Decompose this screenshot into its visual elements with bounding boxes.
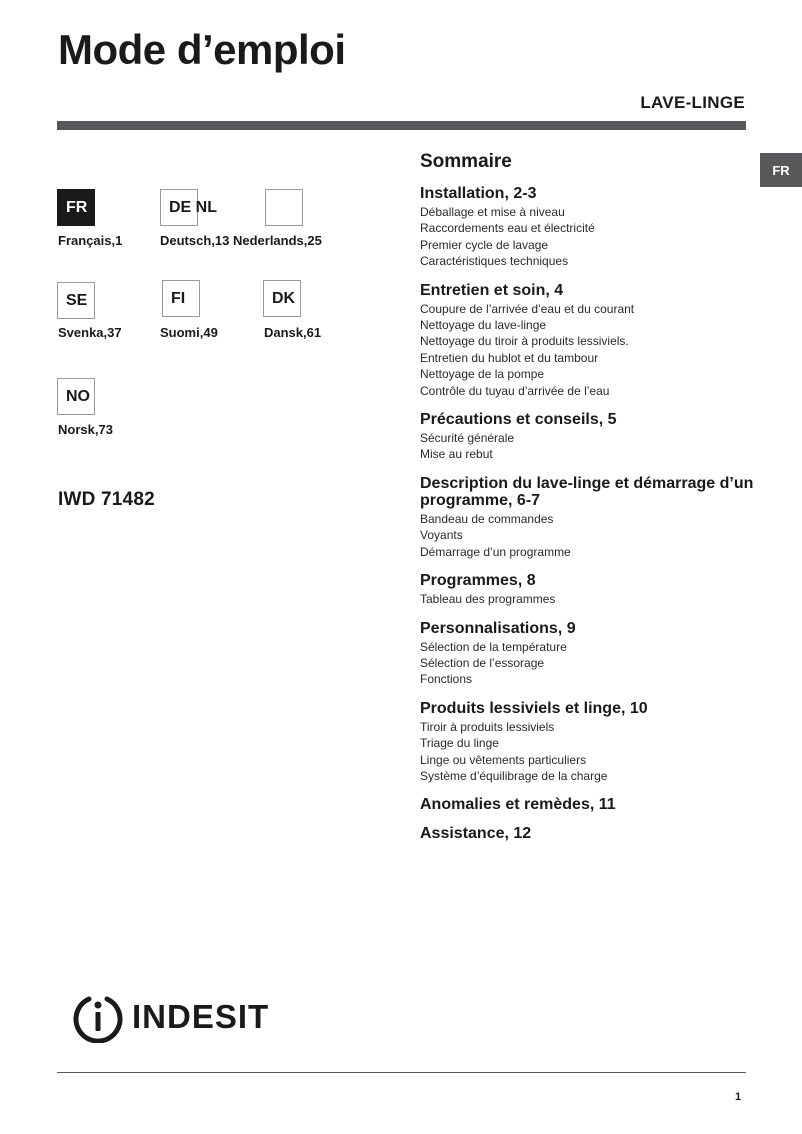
toc-section-heading: Précautions et conseils, 5 (420, 411, 617, 429)
toc-item: Sélection de la température (420, 639, 567, 654)
toc-section (420, 825, 760, 842)
lang-box-de-nl: DE NL (160, 189, 198, 226)
toc-item: Démarrage d’un programme (420, 544, 571, 559)
product-type-label: LAVE-LINGE (640, 93, 745, 112)
toc-item: Caractéristiques techniques (420, 254, 569, 269)
toc-item: Entretien du hublot et du tambour (420, 350, 599, 365)
toc-item: Tableau des programmes (420, 592, 556, 607)
toc-section (420, 796, 760, 813)
toc-section-heading: Programmes, 8 (420, 572, 536, 590)
lang-label-fr: Français,1 (58, 233, 123, 248)
toc-item: Système d’équilibrage de la charge (420, 768, 608, 783)
toc-item: Coupure de l’arrivée d’eau et du courant (420, 301, 635, 316)
toc-item: Nettoyage de la pompe (420, 367, 545, 382)
toc-item: Sécurité générale (420, 431, 515, 446)
toc-section (420, 185, 760, 270)
toc-item: Nettoyage du lave-linge (420, 318, 547, 333)
toc-section-heading: Entretien et soin, 4 (420, 281, 564, 299)
toc-item: Sélection de l’essorage (420, 655, 545, 670)
toc-item: Mise au rebut (420, 447, 493, 462)
toc-section (420, 572, 760, 607)
lang-label-no: Norsk,73 (58, 422, 113, 437)
lang-box-no: NO (57, 378, 95, 415)
toc-section (420, 475, 760, 560)
page-number: 1 (735, 1091, 742, 1103)
toc-section-heading: Installation, 2-3 (420, 185, 537, 202)
toc-section-heading: Assistance, 12 (420, 825, 532, 843)
toc-item: Bandeau de commandes (420, 511, 554, 526)
indesit-logo (72, 991, 269, 1043)
toc-item: Linge ou vêtements particuliers (420, 752, 587, 767)
lang-box-se: SE (57, 282, 95, 319)
lang-label-fi: Suomi,49 (160, 325, 218, 340)
language-side-tab: FR (760, 153, 802, 187)
model-number: IWD 71482 (58, 489, 155, 510)
lang-box-empty (265, 189, 303, 226)
toc-item: Voyants (420, 528, 463, 543)
page-title: Mode d’emploi (58, 26, 346, 73)
lang-label-se: Svenka,37 (58, 325, 122, 340)
table-of-contents (420, 151, 760, 854)
lang-label-dk: Dansk,61 (264, 325, 322, 340)
toc-section-heading: Anomalies et remèdes, 11 (420, 796, 616, 814)
header-divider (57, 121, 746, 130)
toc-section (420, 620, 760, 688)
indesit-power-icon (72, 991, 124, 1043)
toc-section (420, 700, 760, 785)
toc-item: Triage du linge (420, 736, 499, 751)
footer-divider (57, 1072, 746, 1073)
toc-section (420, 282, 760, 399)
lang-box-fr: FR (57, 189, 95, 226)
toc-item: Fonctions (420, 672, 473, 687)
brand-name: INDESIT (132, 998, 270, 1035)
toc-section-heading: Produits lessiviels et linge, 10 (420, 699, 648, 717)
toc-item: Déballage et mise à niveau (420, 205, 565, 219)
toc-section-heading: Description du lave-linge et démarrage d’un programme, 6-7 (420, 474, 754, 509)
toc-title: Sommaire (420, 151, 512, 172)
toc-item: Tiroir à produits lessiviels (420, 719, 555, 734)
toc-item: Nettoyage du tiroir à produits lessiviels. (420, 334, 629, 349)
toc-section-heading: Personnalisations, 9 (420, 619, 576, 637)
toc-item: Raccordements eau et électricité (420, 221, 595, 236)
toc-item: Contrôle du tuyau d’arrivée de l’eau (420, 383, 610, 398)
toc-sections (420, 185, 760, 842)
lang-box-fi: FI (162, 280, 200, 317)
toc-section (420, 411, 760, 463)
toc-item: Premier cycle de lavage (420, 237, 549, 252)
lang-box-dk: DK (263, 280, 301, 317)
lang-label-de-nl: Deutsch,13 Nederlands,25 (160, 233, 322, 248)
